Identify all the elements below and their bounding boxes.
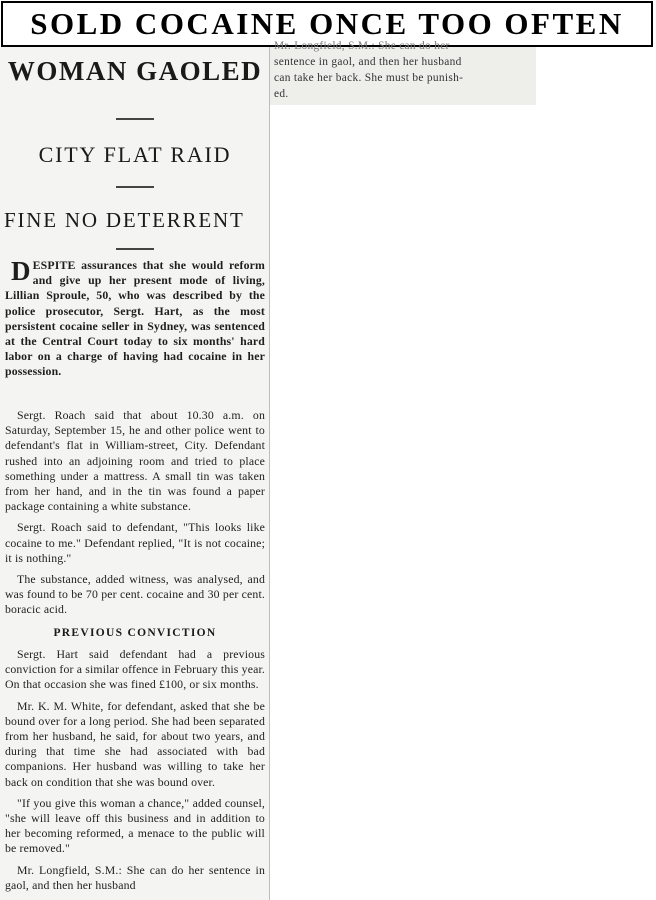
deck-city-flat-raid: CITY FLAT RAID [38, 142, 232, 167]
deck-woman-gaoled: WOMAN GAOLED [7, 56, 263, 86]
continuation-line: ed. [274, 88, 289, 100]
deck-fine-no-deterrent: FINE NO DETERRENT [4, 208, 245, 232]
headline: SOLD COCAINE ONCE TOO OFTEN [30, 6, 624, 41]
drop-cap: D [11, 256, 31, 286]
deck-rule [116, 118, 154, 120]
continuation-cut-line: Mr. Longfield, S.M.: She can do her [274, 40, 450, 52]
lead-paragraph [5, 258, 265, 386]
continuation-line: can take her back. She must be punish- [274, 72, 464, 84]
article-body-2 [5, 647, 265, 899]
lead-text: ESPITE assurances that she would reform and give up her present mode of living, Lillian Sproule, 50, who was described by the police prosecutor, Sergt. Hart, as the most persistent cocaine seller in Sydney, was sentenced at the Central Court today to six months' hard labor on a charge of having had cocaine in her possession. [5, 258, 265, 379]
article-paragraph: Sergt. Roach said that about 10.30 a.m. on Saturday, September 15, he and other police went to defendant's flat in William-street, City. Defendant rushed into an adjoining room and tried to place something under a mattress. A small tin was taken from her hand, and in the tin was found a paper package containing a white substance. [5, 408, 265, 514]
continuation-line: sentence in gaol, and then her husband [274, 56, 462, 68]
article-paragraph: The substance, added witness, was analysed, and was found to be 70 per cent. cocaine and 30 per cent. boracic acid. [5, 572, 265, 617]
article-paragraph: Sergt. Hart said defendant had a previous conviction for a similar offence in February this year. On that occasion she was fined £100, or six months. [5, 647, 265, 692]
deck-rule [116, 248, 154, 250]
subhead-previous-conviction: PREVIOUS CONVICTION [53, 627, 217, 639]
article-paragraph: Sergt. Roach said to defendant, "This looks like cocaine to me." Defendant replied, "It is not cocaine; it is nothing." [5, 520, 265, 565]
deck-rule [116, 186, 154, 188]
article-paragraph: "If you give this woman a chance," added counsel, "she will leave off this business and in addition to her becoming reformed, a menace to the public will be removed." [5, 795, 265, 856]
article-paragraph: Mr. Longfield, S.M.: She can do her sentence in gaol, and then her husband [5, 862, 265, 892]
continuation-column [270, 40, 536, 105]
column-divider [269, 47, 270, 900]
article-body-1 [5, 408, 265, 624]
article-paragraph: Mr. K. M. White, for defendant, asked that she be bound over for a long period. She had been separated from her husband, he said, for about two years, and during that time she had associated with bad companions. Her husband was willing to take her back on condition that she was bound over. [5, 698, 265, 789]
